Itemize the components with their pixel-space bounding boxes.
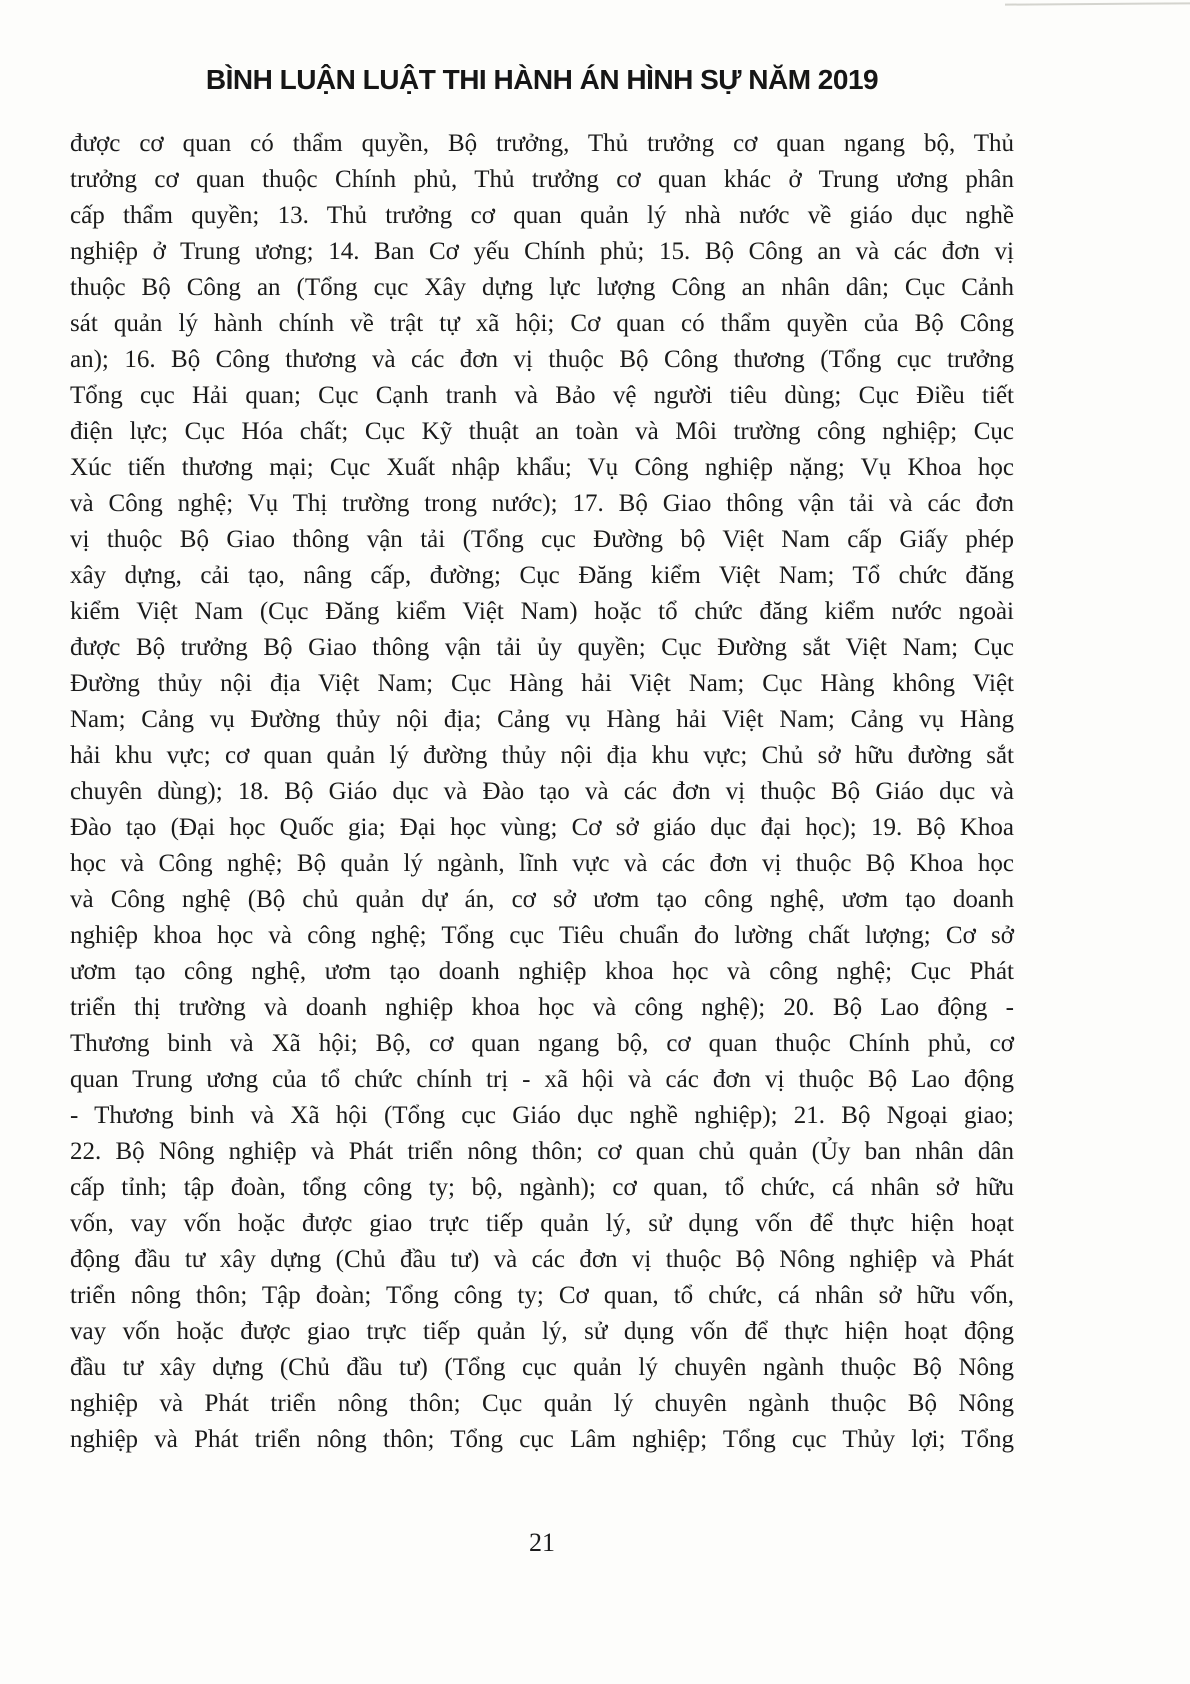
text-line: 22. Bộ Nông nghiệp và Phát triển nông thôn; cơ quan chủ quản (Ủy ban nhân dân: [70, 1138, 1014, 1165]
text-line: được cơ quan có thẩm quyền, Bộ trưởng, Thủ trưởng cơ quan ngang bộ, Thủ: [70, 130, 1014, 157]
text-line: cấp thẩm quyền; 13. Thủ trưởng cơ quan quản lý nhà nước về giáo dục nghề: [70, 202, 1014, 229]
text-line: - Thương binh và Xã hội (Tổng cục Giáo dục nghề nghiệp); 21. Bộ Ngoại giao;: [70, 1102, 1014, 1129]
text-line: triển nông thôn; Tập đoàn; Tổng công ty; Cơ quan, tổ chức, cá nhân sở hữu vốn,: [70, 1282, 1014, 1309]
text-line: Thương binh và Xã hội; Bộ, cơ quan ngang bộ, cơ quan thuộc Chính phủ, cơ: [70, 1030, 1014, 1057]
text-line: thuộc Bộ Công an (Tổng cục Xây dựng lực lượng Công an nhân dân; Cục Cảnh: [70, 274, 1014, 301]
text-line: trưởng cơ quan thuộc Chính phủ, Thủ trưởng cơ quan khác ở Trung ương phân: [70, 166, 1014, 193]
text-line: và Công nghệ; Vụ Thị trường trong nước); 17. Bộ Giao thông vận tải và các đơn: [70, 490, 1014, 517]
text-line: Xúc tiến thương mại; Cục Xuất nhập khẩu; Vụ Công nghiệp nặng; Vụ Khoa học: [70, 454, 1014, 481]
text-line: vị thuộc Bộ Giao thông vận tải (Tổng cục Đường bộ Việt Nam cấp Giấy phép: [70, 526, 1014, 553]
text-line: nghiệp và Phát triển nông thôn; Tổng cục Lâm nghiệp; Tổng cục Thủy lợi; Tổng: [70, 1426, 1014, 1453]
text-line: Tổng cục Hải quan; Cục Cạnh tranh và Bảo vệ người tiêu dùng; Cục Điều tiết: [70, 382, 1014, 409]
text-line: sát quản lý hành chính về trật tự xã hội; Cơ quan có thẩm quyền của Bộ Công: [70, 310, 1014, 337]
text-line: đầu tư xây dựng (Chủ đầu tư) (Tổng cục quản lý chuyên ngành thuộc Bộ Nông: [70, 1354, 1014, 1381]
text-line: được Bộ trưởng Bộ Giao thông vận tải ủy quyền; Cục Đường sắt Việt Nam; Cục: [70, 634, 1014, 661]
text-line: nghiệp ở Trung ương; 14. Ban Cơ yếu Chính phủ; 15. Bộ Công an và các đơn vị: [70, 238, 1014, 265]
text-line: nghiệp và Phát triển nông thôn; Cục quản lý chuyên ngành thuộc Bộ Nông: [70, 1390, 1014, 1417]
page-number: 21: [529, 1528, 555, 1557]
text-line: điện lực; Cục Hóa chất; Cục Kỹ thuật an toàn và Môi trường công nghiệp; Cục: [70, 418, 1014, 445]
text-line: và Công nghệ (Bộ chủ quản dự án, cơ sở ươm tạo công nghệ, ươm tạo doanh: [70, 886, 1014, 913]
text-line: quan Trung ương của tổ chức chính trị - xã hội và các đơn vị thuộc Bộ Lao động: [70, 1066, 1014, 1093]
text-line: cấp tỉnh; tập đoàn, tổng công ty; bộ, ngành); cơ quan, tổ chức, cá nhân sở hữu: [70, 1174, 1014, 1201]
text-line: Đào tạo (Đại học Quốc gia; Đại học vùng; Cơ sở giáo dục đại học); 19. Bộ Khoa: [70, 814, 1014, 841]
page-title: BÌNH LUẬN LUẬT THI HÀNH ÁN HÌNH SỰ NĂM 2019: [205, 64, 879, 95]
text-line: Nam; Cảng vụ Đường thủy nội địa; Cảng vụ Hàng hải Việt Nam; Cảng vụ Hàng: [70, 706, 1014, 733]
text-line: ươm tạo công nghệ, ươm tạo doanh nghiệp khoa học và công nghệ; Cục Phát: [70, 958, 1014, 985]
text-line: vốn, vay vốn hoặc được giao trực tiếp quản lý, sử dụng vốn để thực hiện hoạt: [70, 1210, 1014, 1237]
text-line: triển thị trường và doanh nghiệp khoa học và công nghệ); 20. Bộ Lao động -: [70, 994, 1014, 1021]
text-line: học và Công nghệ; Bộ quản lý ngành, lĩnh vực và các đơn vị thuộc Bộ Khoa học: [70, 850, 1014, 877]
text-line: an); 16. Bộ Công thương và các đơn vị thuộc Bộ Công thương (Tổng cục trưởng: [70, 346, 1014, 373]
body-paragraph: [70, 126, 1014, 1458]
text-line: nghiệp khoa học và công nghệ; Tổng cục Tiêu chuẩn đo lường chất lượng; Cơ sở: [70, 922, 1014, 949]
text-line: động đầu tư xây dựng (Chủ đầu tư) và các đơn vị thuộc Bộ Nông nghiệp và Phát: [70, 1246, 1014, 1273]
text-line: vay vốn hoặc được giao trực tiếp quản lý, sử dụng vốn để thực hiện hoạt động: [70, 1318, 1014, 1345]
text-line: hải khu vực; cơ quan quản lý đường thủy nội địa khu vực; Chủ sở hữu đường sắt: [70, 742, 1014, 769]
text-line: kiểm Việt Nam (Cục Đăng kiểm Việt Nam) hoặc tổ chức đăng kiểm nước ngoài: [70, 598, 1014, 625]
text-line: chuyên dùng); 18. Bộ Giáo dục và Đào tạo và các đơn vị thuộc Bộ Giáo dục và: [70, 778, 1014, 805]
text-line: xây dựng, cải tạo, nâng cấp, đường; Cục Đăng kiểm Việt Nam; Tổ chức đăng: [70, 562, 1014, 589]
text-line: Đường thủy nội địa Việt Nam; Cục Hàng hải Việt Nam; Cục Hàng không Việt: [70, 670, 1014, 697]
